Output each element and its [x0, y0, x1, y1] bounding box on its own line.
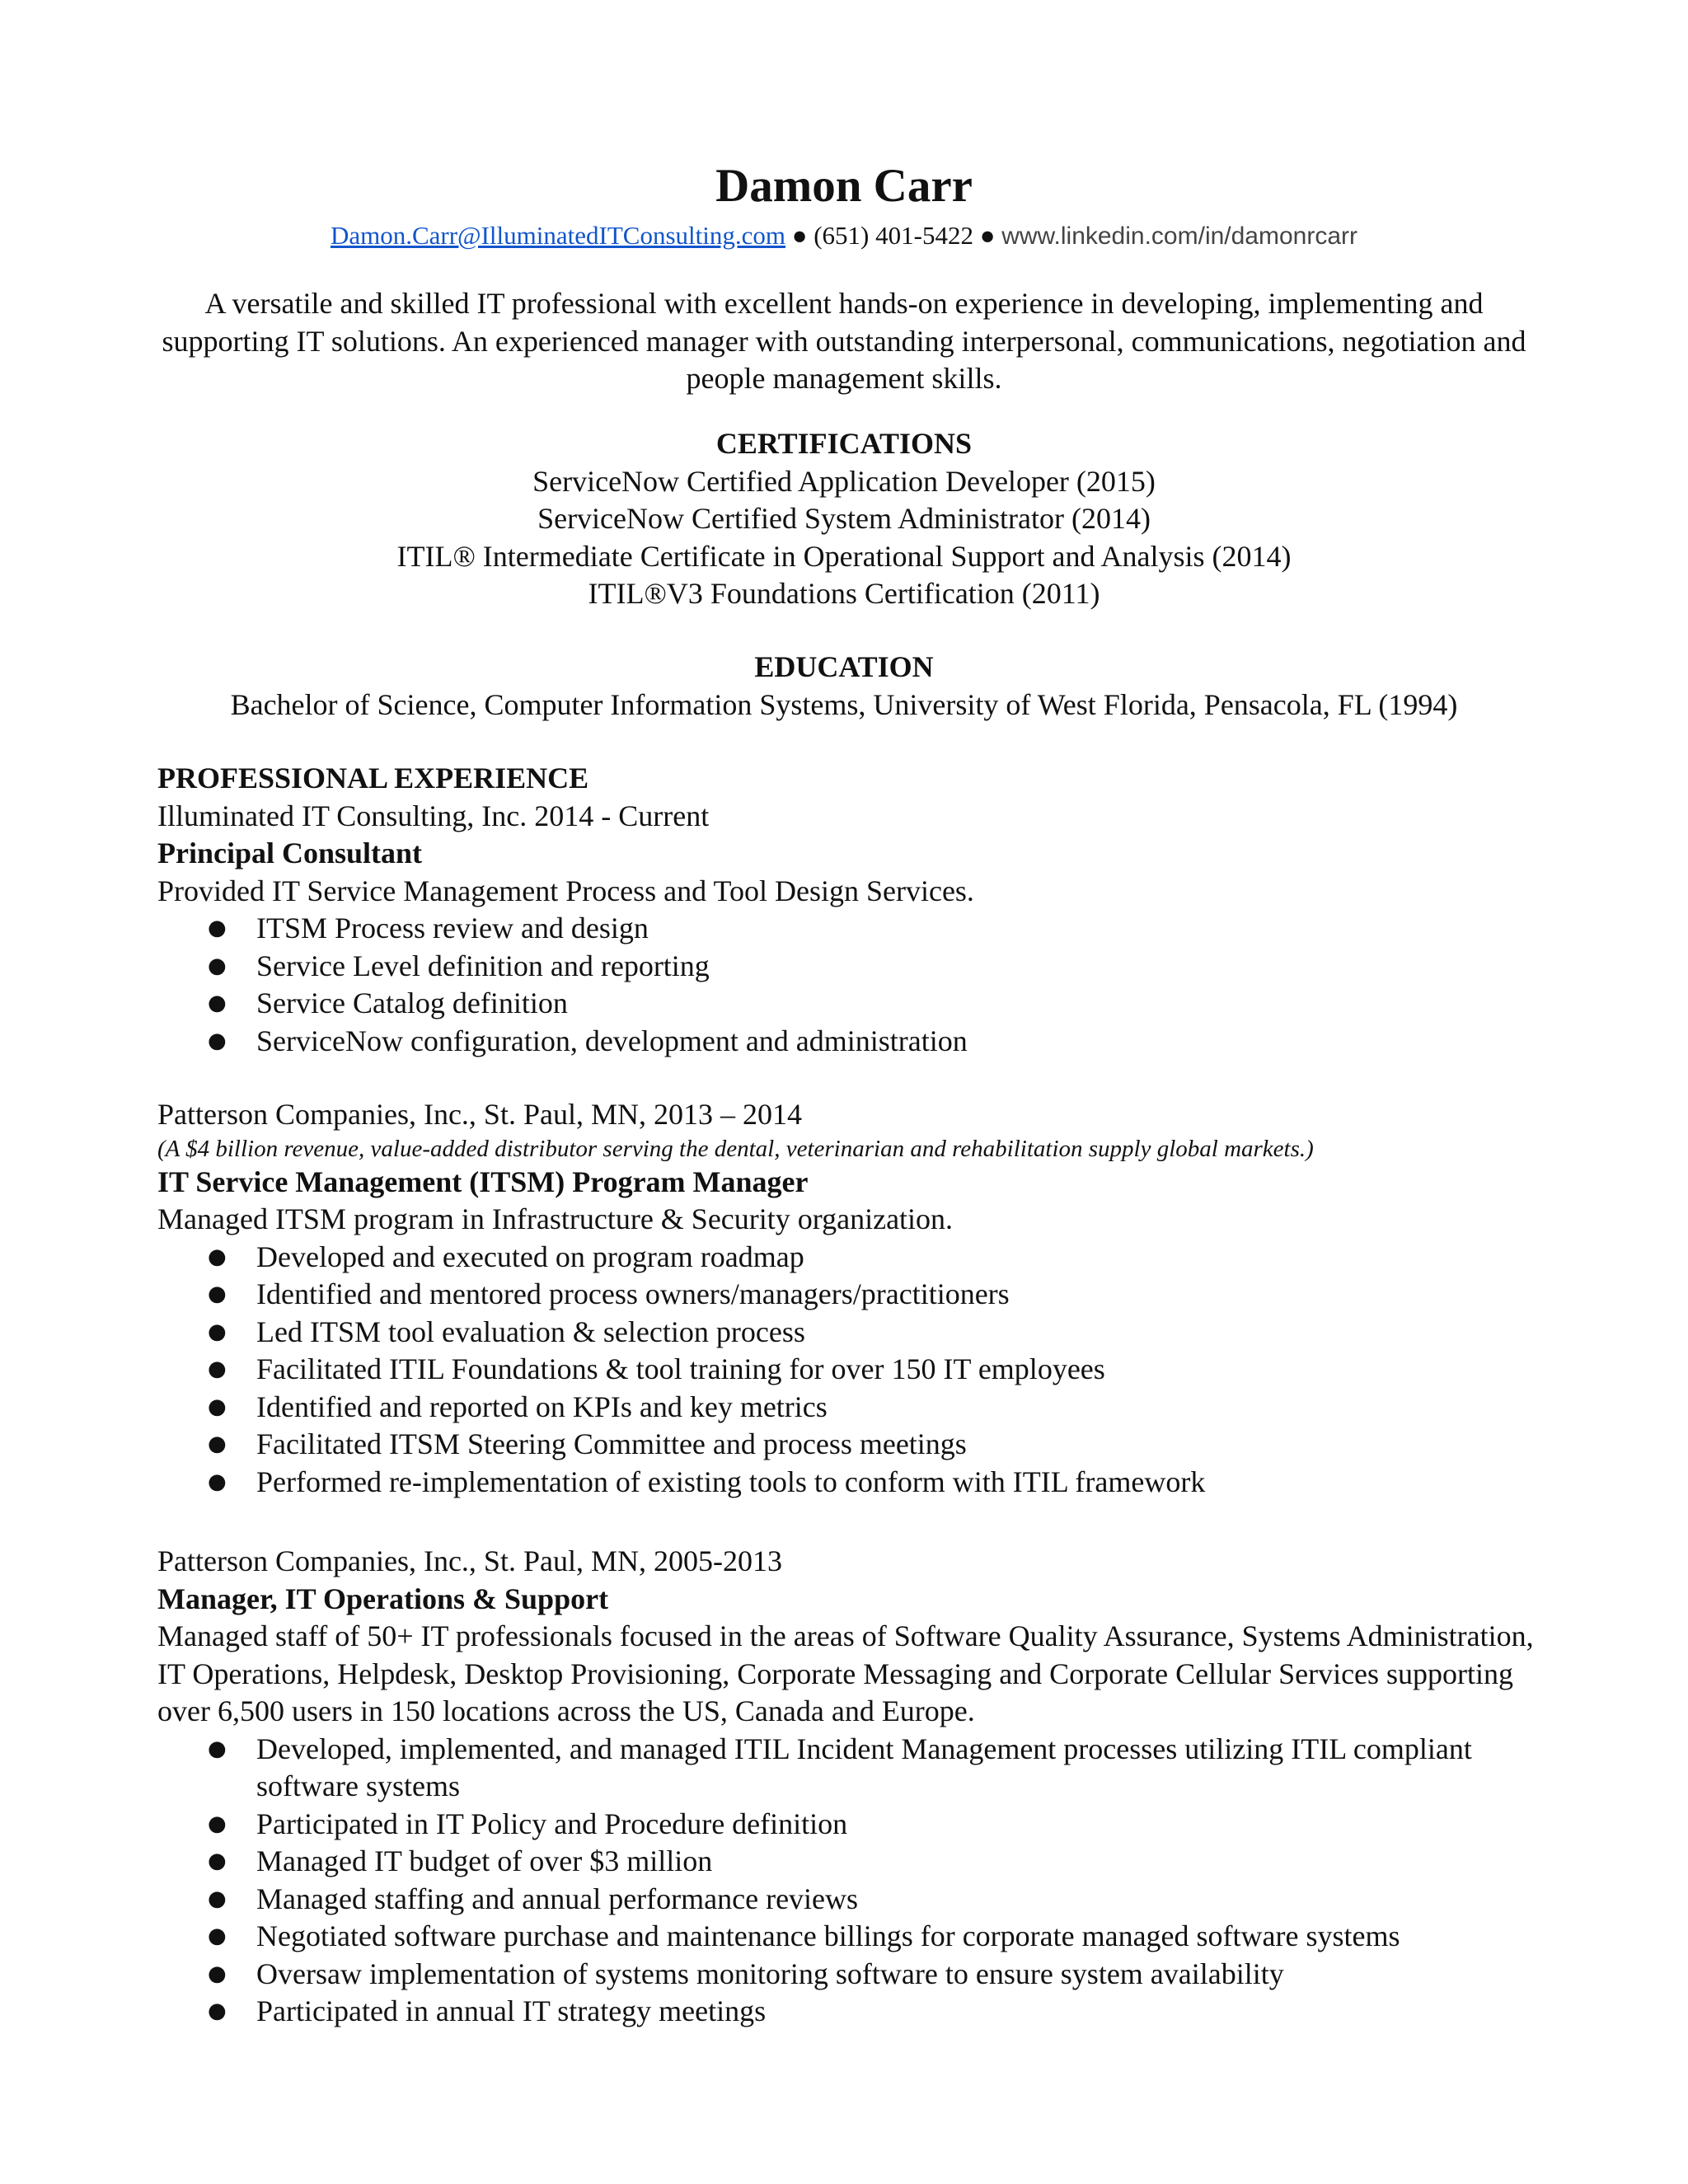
job-bullet-list — [157, 910, 1559, 1060]
list-item-text: Identified and mentored process owners/managers/practitioners — [256, 1277, 1010, 1310]
list-item — [157, 1731, 1550, 1806]
list-item — [157, 1843, 1550, 1881]
list-item-text: Facilitated ITIL Foundations & tool training for over 150 IT employees — [256, 1352, 1105, 1385]
candidate-name: Damon Carr — [715, 160, 973, 212]
bullet-icon: ● — [208, 1961, 227, 1986]
contact-line — [0, 220, 1688, 252]
bullet-icon: ● — [208, 916, 227, 940]
list-item — [157, 948, 1550, 986]
list-item-text: Participated in annual IT strategy meetings — [256, 1994, 767, 2027]
certification-item: ServiceNow Certified Application Developer (2015) — [532, 464, 1156, 498]
list-item — [157, 1918, 1550, 1956]
list-item-text: Developed, implemented, and managed ITIL Incident Management processes utilizing ITIL compliant software systems — [256, 1732, 1472, 1802]
bullet-icon: ● — [208, 953, 227, 978]
job-title: IT Service Management (ITSM) Program Manager — [157, 1165, 809, 1198]
bullet-icon: ● — [208, 1394, 227, 1419]
bullet-icon: ● — [208, 1319, 227, 1344]
job-entry — [157, 1543, 1559, 2031]
list-item-text: Service Catalog definition — [256, 987, 568, 1019]
list-item — [157, 1956, 1550, 1994]
list-item — [157, 910, 1550, 948]
experience-section — [157, 760, 1559, 1060]
education-degree: Bachelor of Science, Computer Information Systems, University of West Florida, Pensacola, FL (1994) — [230, 687, 1458, 721]
list-item — [157, 1426, 1550, 1464]
bullet-icon: ● — [208, 1357, 227, 1381]
bullet-icon: ● — [208, 1886, 227, 1911]
list-item — [157, 1276, 1550, 1314]
list-item — [157, 985, 1550, 1023]
list-item — [157, 1023, 1550, 1061]
list-item-text: Performed re-implementation of existing tools to conform with ITIL framework — [256, 1465, 1206, 1498]
list-item-text: Participated in IT Policy and Procedure definition — [256, 1807, 848, 1840]
education-section — [0, 649, 1688, 724]
job-bullet-list — [157, 1731, 1559, 2031]
list-item — [157, 1389, 1550, 1427]
bullet-icon: ● — [208, 1282, 227, 1306]
job-description: Managed ITSM program in Infrastructure & Security organization. — [157, 1202, 954, 1235]
list-item — [157, 1806, 1550, 1844]
job-company: Patterson Companies, Inc., St. Paul, MN, 2013 – 2014 — [157, 1098, 802, 1131]
certification-item: ServiceNow Certified System Administrator (2014) — [537, 502, 1151, 535]
list-item — [157, 1239, 1550, 1277]
list-item — [157, 1881, 1550, 1919]
email-link[interactable]: Damon.Carr@IlluminatedITConsulting.com — [330, 221, 785, 250]
job-bullet-list — [157, 1239, 1559, 1502]
certifications-section — [0, 425, 1688, 613]
bullet-icon: ● — [208, 991, 227, 1015]
job-description: Provided IT Service Management Process and Tool Design Services. — [157, 874, 974, 907]
job-title: Principal Consultant — [157, 837, 423, 869]
list-item-text: Identified and reported on KPIs and key metrics — [256, 1390, 828, 1423]
bullet-icon: ● — [208, 1244, 227, 1269]
job-description: Managed staff of 50+ IT professionals focused in the areas of Software Quality Assurance, Systems Administration, IT Operations, Helpdesk, Desktop Provisioning, Corporate Messaging and Corporate Cellular Services supporting over 6,500 users in 150 locations across the US, Canada and Europe. — [157, 1619, 1534, 1727]
separator: ● — [785, 221, 814, 250]
list-item-text: Developed and executed on program roadmap — [256, 1240, 804, 1273]
list-item-text: ServiceNow configuration, development and administration — [256, 1024, 968, 1057]
list-item-text: Service Level definition and reporting — [256, 949, 710, 982]
bullet-icon: ● — [208, 1999, 227, 2023]
list-item-text: Led ITSM tool evaluation & selection process — [256, 1315, 805, 1348]
linkedin-url: www.linkedin.com/in/damonrcarr — [1001, 223, 1358, 250]
job-title: Manager, IT Operations & Support — [157, 1582, 609, 1615]
list-item — [157, 1314, 1550, 1352]
list-item — [157, 1993, 1550, 2031]
certification-item: ITIL® Intermediate Certificate in Operational Support and Analysis (2014) — [396, 539, 1292, 573]
experience-heading: PROFESSIONAL EXPERIENCE — [157, 762, 589, 794]
list-item-text: Negotiated software purchase and maintenance billings for corporate managed software systems — [256, 1919, 1400, 1952]
bullet-icon: ● — [208, 1028, 227, 1053]
bullet-icon: ● — [208, 1736, 227, 1761]
list-item — [157, 1351, 1550, 1389]
certifications-heading: CERTIFICATIONS — [715, 427, 973, 460]
company-note: (A $4 billion revenue, value-added distributor serving the dental, veterinarian and rehabilitation supply global markets.) — [157, 1135, 1314, 1162]
list-item-text: Facilitated ITSM Steering Committee and process meetings — [256, 1427, 967, 1460]
education-heading: EDUCATION — [754, 650, 934, 683]
list-item-text: Oversaw implementation of systems monitoring software to ensure system availability — [256, 1957, 1284, 1990]
separator: ● — [973, 221, 1002, 250]
bullet-icon: ● — [208, 1432, 227, 1456]
list-item-text: Managed staffing and annual performance reviews — [256, 1882, 859, 1915]
bullet-icon: ● — [208, 1924, 227, 1948]
job-company: Illuminated IT Consulting, Inc. 2014 - Current — [157, 799, 710, 832]
job-entry — [157, 1096, 1559, 1501]
bullet-icon: ● — [208, 1811, 227, 1836]
list-item-text: ITSM Process review and design — [256, 912, 649, 944]
summary-paragraph: A versatile and skilled IT professional with excellent hands-on experience in developing, implementing and supporting IT solutions. An experienced manager with outstanding interpersonal, communications, negotiation and people management skills. — [162, 287, 1526, 395]
bullet-icon: ● — [208, 1469, 227, 1494]
certification-item: ITIL®V3 Foundations Certification (2011) — [588, 577, 1100, 610]
phone-number: (651) 401-5422 — [814, 221, 973, 250]
bullet-icon: ● — [208, 1849, 227, 1873]
list-item-text: Managed IT budget of over $3 million — [256, 1844, 713, 1877]
list-item — [157, 1464, 1550, 1502]
job-company: Patterson Companies, Inc., St. Paul, MN, 2005-2013 — [157, 1544, 782, 1577]
